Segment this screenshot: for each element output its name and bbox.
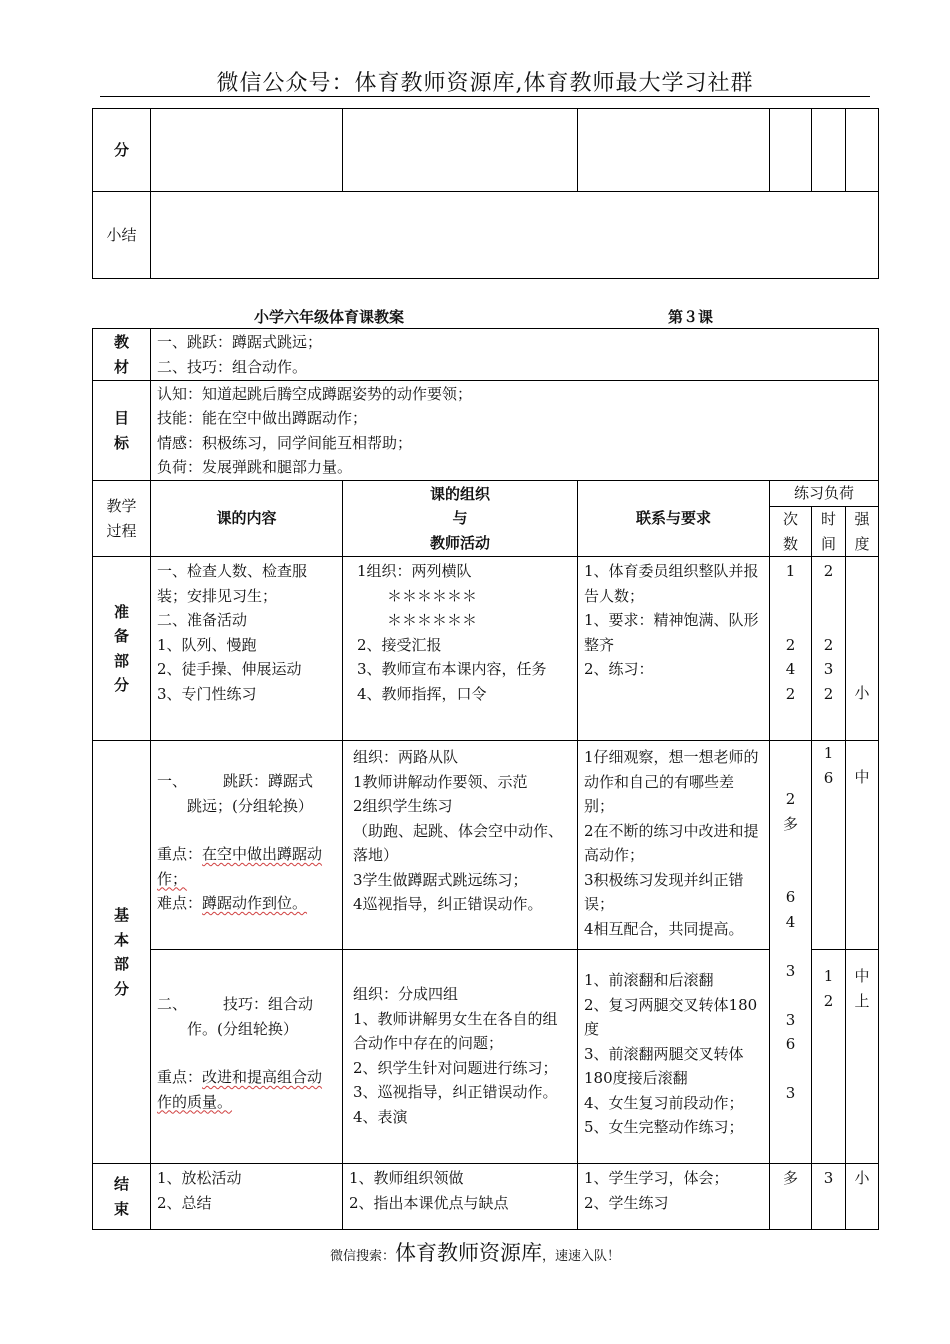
footer-prefix: 微信搜索： bbox=[329, 1249, 395, 1264]
basic-part1-req bbox=[578, 741, 770, 950]
prep-req-line: 1、要求：精神饱满、队形整齐 bbox=[584, 611, 759, 654]
part2-org-line: 3、巡视指导，纠正错误动作。 bbox=[353, 1083, 558, 1101]
footer-suffix: ，速速入队！ bbox=[542, 1249, 621, 1264]
prep-org-line: 2、接受汇报 bbox=[357, 635, 442, 654]
part1-req-line: 4相互配合，共同提高。 bbox=[584, 919, 744, 938]
prep-org-line: 3、教师宣布本课内容，任务 bbox=[357, 660, 547, 678]
time-header: 时 间 bbox=[812, 507, 846, 557]
prep-content-line: 二、准备活动 bbox=[157, 611, 248, 629]
prep-content bbox=[151, 557, 343, 741]
prep-count: 1 2 4 2 bbox=[770, 557, 812, 741]
goal-line: 技能：能在空中做出蹲踞动作； bbox=[157, 409, 368, 427]
top-cell bbox=[846, 109, 879, 192]
end-content-line: 2、总结 bbox=[157, 1193, 212, 1212]
part2-req-line: 4、女生复习前段动作； bbox=[584, 1093, 744, 1112]
top-cell bbox=[151, 109, 343, 192]
top-table bbox=[92, 108, 879, 279]
part2-focus: 重点：改进和提高组合动作的质量。 bbox=[157, 1068, 323, 1111]
end-intensity: 小 bbox=[846, 1164, 879, 1230]
materials-label: 教 材 bbox=[93, 329, 151, 381]
basic-part1-org bbox=[343, 741, 578, 950]
basic-part1-intensity: 中 bbox=[846, 741, 879, 950]
requirements-header: 联系与要求 bbox=[578, 481, 770, 557]
materials-content bbox=[151, 329, 879, 381]
part1-req-line: 2在不断的练习中改进和提高动作； bbox=[584, 821, 759, 864]
footer-brand: 体育教师资源库 bbox=[395, 1241, 542, 1265]
end-content-line: 1、放松活动 bbox=[157, 1169, 242, 1187]
page-header: 微信公众号：体育教师资源库,体育教师最大学习社群 bbox=[216, 71, 754, 96]
count-header: 次 数 bbox=[770, 507, 812, 557]
basic-count: 2 多 6 4 3 3 6 3 bbox=[770, 741, 812, 1164]
prep-intensity: 小 bbox=[846, 557, 879, 741]
part1-org-line: 3学生做蹲踞式跳远练习； bbox=[353, 870, 528, 889]
prep-req-line: 2、练习： bbox=[584, 660, 654, 678]
basic-part2-time: 1 2 bbox=[812, 950, 846, 1164]
prep-content-line: 一、检查人数、检查服装；安排见习生； bbox=[157, 562, 308, 605]
part2-org-line: 组织：分成四组 bbox=[353, 985, 459, 1003]
part1-org-line: （助跑、起跳、体会空中动作、落地） bbox=[353, 821, 564, 864]
prep-content-line: 3、专门性练习 bbox=[157, 684, 257, 703]
basic-part1-time: 1 6 bbox=[812, 741, 846, 950]
basic-label: 基 本 部 分 bbox=[93, 741, 151, 1164]
organization-header: 课的组织 与 教师活动 bbox=[343, 481, 578, 557]
top-row2-label: 小结 bbox=[93, 192, 151, 279]
formation-row: ＊＊＊＊＊＊ bbox=[387, 586, 478, 605]
part1-req-line: 3积极练习发现并纠正错误； bbox=[584, 870, 744, 913]
end-count: 多 bbox=[770, 1164, 812, 1230]
lesson-title: 小学六年级体育课教案 bbox=[254, 308, 405, 326]
part2-org-line: 4、表演 bbox=[353, 1107, 408, 1126]
lesson-number: 第３课 bbox=[668, 308, 714, 326]
basic-part2-org bbox=[343, 950, 578, 1164]
end-req-line: 2、学生练习 bbox=[584, 1193, 669, 1212]
process-header: 教学 过程 bbox=[93, 481, 151, 557]
goals-label: 目 标 bbox=[93, 381, 151, 481]
basic-part2-content bbox=[151, 950, 343, 1164]
part2-title-cont: 作。(分组轮换） bbox=[187, 1019, 298, 1038]
prep-org bbox=[343, 557, 578, 741]
formation-row: ＊＊＊＊＊＊ bbox=[387, 611, 478, 629]
part1-org-line: 组织：两路从队 bbox=[353, 748, 459, 766]
header-divider bbox=[100, 96, 870, 97]
page-footer bbox=[0, 1237, 950, 1267]
part1-org-line: 1教师讲解动作要领、示范 bbox=[353, 772, 528, 791]
end-req-line: 1、学生学习，体会； bbox=[584, 1169, 729, 1187]
end-org-line: 1、教师组织领做 bbox=[349, 1169, 464, 1187]
part1-focus: 重点：在空中做出蹲踞动作； bbox=[157, 845, 323, 888]
part1-difficulty: 难点：蹲踞动作到位。 bbox=[157, 894, 308, 912]
part1-title-cont: 跳远；(分组轮换） bbox=[187, 796, 313, 815]
goals-content bbox=[151, 381, 879, 481]
basic-part1-content bbox=[151, 741, 343, 950]
prep-org-line: 4、教师指挥，口令 bbox=[357, 684, 487, 703]
top-cell bbox=[578, 109, 770, 192]
end-content bbox=[151, 1164, 343, 1230]
basic-part2-req bbox=[578, 950, 770, 1164]
content-header: 课的内容 bbox=[151, 481, 343, 557]
prep-org-line: 1组织：两列横队 bbox=[357, 562, 472, 580]
end-org-line: 2、指出本课优点与缺点 bbox=[349, 1193, 509, 1212]
prep-time: 2 2 3 2 bbox=[812, 557, 846, 741]
prep-content-line: 1、队列、慢跑 bbox=[157, 635, 257, 654]
top-cell bbox=[812, 109, 846, 192]
goal-line: 负荷：发展弹跳和腿部力量。 bbox=[157, 458, 353, 476]
prep-content-line: 2、徒手操、伸展运动 bbox=[157, 660, 302, 678]
intensity-header: 强 度 bbox=[846, 507, 879, 557]
lesson-table bbox=[92, 328, 879, 1230]
goal-line: 认知：知道起跳后腾空成蹲踞姿势的动作要领； bbox=[157, 384, 473, 403]
part1-org-line: 4巡视指导，纠正错误动作。 bbox=[353, 895, 543, 913]
end-time: 3 bbox=[812, 1164, 846, 1230]
top-cell bbox=[343, 109, 578, 192]
top-row1-label: 分 bbox=[93, 109, 151, 192]
goal-line: 情感：积极练习，同学间能互相帮助； bbox=[157, 433, 413, 452]
load-header: 练习负荷 bbox=[770, 481, 879, 507]
summary-cell bbox=[151, 192, 879, 279]
materials-line: 一、跳跃：蹲踞式跳远； bbox=[157, 333, 323, 351]
materials-line: 二、技巧：组合动作。 bbox=[157, 357, 308, 376]
prep-label: 准 备 部 分 bbox=[93, 557, 151, 741]
part2-req-line: 1、前滚翻和后滚翻 bbox=[584, 971, 714, 989]
part2-req-line: 2、复习两腿交叉转体180度 bbox=[584, 995, 758, 1038]
basic-part2-intensity: 中 上 bbox=[846, 950, 879, 1164]
end-req bbox=[578, 1164, 770, 1230]
prep-req bbox=[578, 557, 770, 741]
part1-req-line: 1仔细观察，想一想老师的动作和自己的有哪些差别； bbox=[584, 748, 759, 815]
end-label: 结 束 bbox=[93, 1164, 151, 1230]
part2-title: 二、 技巧：组合动 bbox=[157, 995, 314, 1013]
prep-req-line: 1、体育委员组织整队并报告人数； bbox=[584, 562, 759, 605]
part1-title: 一、 跳跃：蹲踞式 bbox=[157, 772, 314, 790]
part2-org-line: 2、织学生针对问题进行练习； bbox=[353, 1058, 558, 1077]
part1-org-line: 2组织学生练习 bbox=[353, 797, 453, 815]
part2-org-line: 1、教师讲解男女生在各自的组合动作中存在的问题； bbox=[353, 1009, 558, 1052]
end-org bbox=[343, 1164, 578, 1230]
top-cell bbox=[770, 109, 812, 192]
part2-req-line: 5、女生完整动作练习； bbox=[584, 1118, 744, 1136]
part2-req-line: 3、前滚翻两腿交叉转体180度接后滚翻 bbox=[584, 1044, 744, 1087]
